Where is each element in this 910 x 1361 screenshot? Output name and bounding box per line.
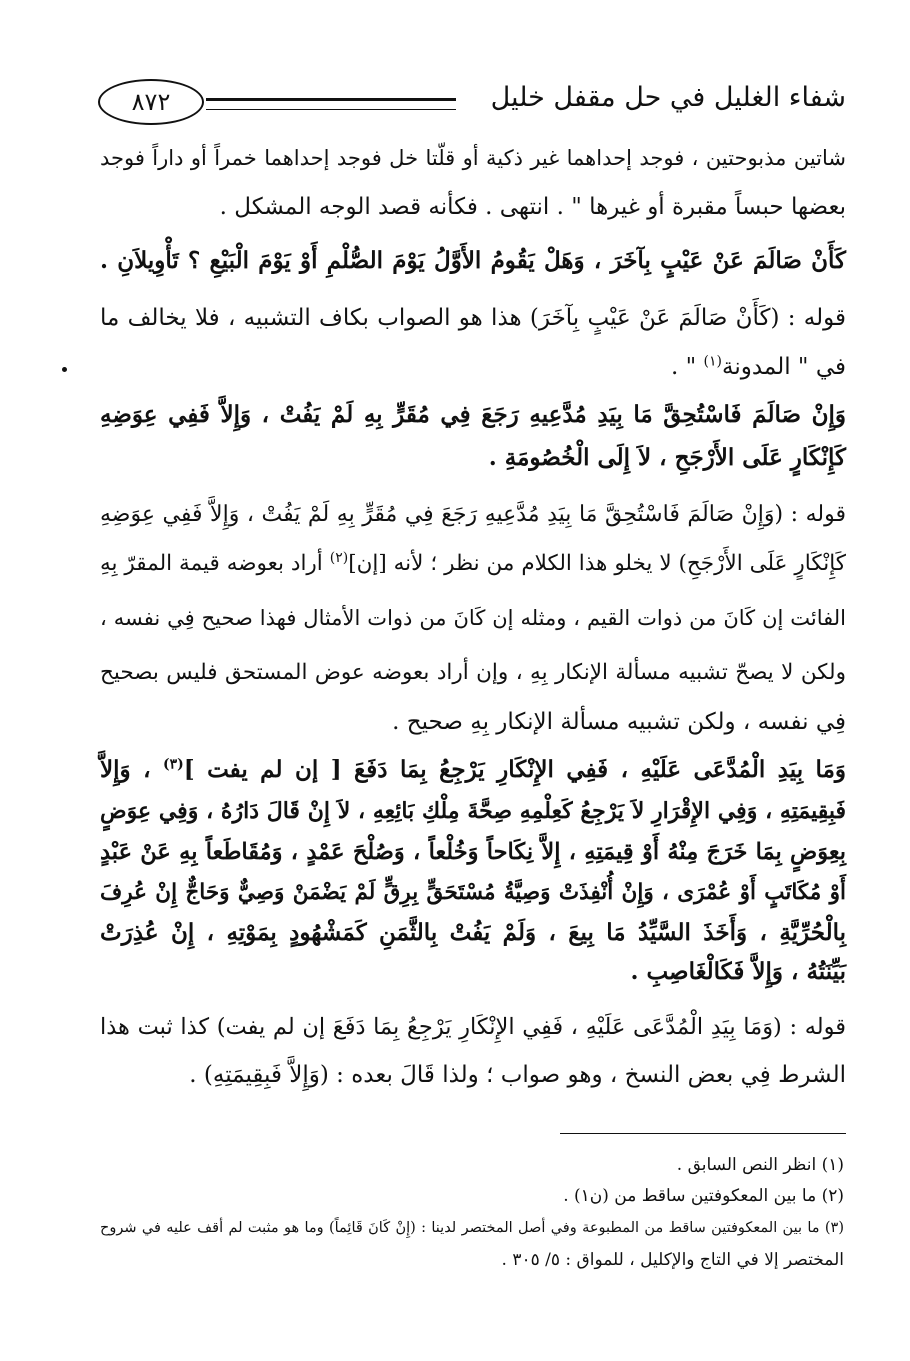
footnote-line: (١) انظر النص السابق .: [676, 1155, 844, 1175]
matn-line: بَيِّنَتُهُ ، وَإِلاَّ فَكَالْغَاصِبِ .: [630, 958, 846, 985]
text-segment: في " المدونة: [722, 354, 846, 380]
matn-line: بِالْحُرِّيَّةِ ، وَأَخَذَ السَّيِّدُ مَا بِيعَ ، وَلَمْ يَفُتْ بِالثَّمَنِ كَمَشْهُودٍ بِمَوْتِهِ ، إِنْ عُذِرَتْ: [100, 919, 846, 946]
header-rule: [206, 98, 456, 110]
footnote-line: (٢) ما بين المعكوفتين ساقط من (ن١) .: [563, 1186, 844, 1206]
text-line: قوله : (كَأَنْ صَالَمَ عَنْ عَيْبٍ بِآخَرَ) هذا هو الصواب بكاف التشبيه ، فلا يخالف ما: [100, 305, 846, 331]
text-segment: وَمَا بِيَدِ الْمُدَّعَى عَلَيْهِ ، فَفِي الإِنْكَارِ يَرْجِعُ بِمَا دَفَعَ [ إن لم يفت ]: [183, 756, 846, 783]
text-line: بعضها حبساً مقبرة أو غيرها " . انتهى . فكأنه قصد الوجه المشكل .: [219, 194, 846, 220]
text-segment: أراد بعوضه قيمة المقرّ بِهِ: [100, 551, 323, 576]
text-line: [100, 547, 846, 581]
matn-line: أَوْ مُكَاتَبٍ أَوْ عُمْرَى ، وَإِنْ أُنْفِذَتْ وَصِيَّةُ مُسْتَحَقٍّ بِرِقٍّ لَمْ يَضْمَنْ وَصِيٌّ وَحَاجٌّ إِنْ عُرِفَ: [100, 880, 846, 905]
text-line: الشرط فِي بعض النسخ ، وهو صواب ؛ ولذا قَالَ بعده : (وَإِلاَّ فَبِقِيمَتِهِ) .: [189, 1062, 846, 1088]
footnote-rule: [560, 1133, 846, 1134]
text-line: قوله : (وَمَا بِيَدِ الْمُدَّعَى عَلَيْهِ ، فَفِي الإِنْكَارِ يَرْجِعُ بِمَا دَفَعَ إن لم يفت) كذا ثبت هذا: [100, 1014, 846, 1040]
matn-line: كَإِنْكَارٍ عَلَى الأَرْجَحِ ، لاَ إِلَى الْخُصُومَةِ .: [488, 444, 846, 471]
footnote-line: المختصر إلا في التاج والإكليل ، للمواق : ٥/ ٣٠٥ .: [501, 1250, 844, 1270]
text-line: شاتين مذبوحتين ، فوجد إحداهما غير ذكية أو قلّتا خل فوجد إحداهما خمراً أو داراً فوجد: [100, 146, 846, 170]
text-segment: كَإِنْكَارٍ عَلَى الأَرْجَحِ) لا يخلو هذا الكلام من نظر ؛ لأنه [إن]: [348, 551, 846, 576]
matn-line: فَبِقِيمَتِهِ ، وَفِي الإِقْرَارِ لاَ يَرْجِعُ كَعِلْمِهِ صِحَّةَ مِلْكِ بَائِعِهِ ، لاَ إِنْ قَالَ دَارُهُ ، وَفِي عِوَضٍ: [100, 798, 846, 824]
text-line: ولكن لا يصحّ تشبيه مسألة الإنكار بِهِ ، وإن أراد بعوضه عوض المستحق فليس بصحيح: [100, 660, 846, 685]
matn-line: [100, 753, 846, 787]
running-header: [98, 76, 846, 128]
text-line: الفائت إن كَانَ من ذوات القيم ، ومثله إن كَانَ من ذوات الأمثال فهذا صحيح فِي نفسه ،: [100, 606, 846, 630]
footnote-ref: (١): [703, 353, 723, 370]
margin-dot: [62, 367, 67, 372]
matn-line: بِعِوَضٍ بِمَا خَرَجَ مِنْهُ أَوْ قِيمَتِهِ ، إِلاَّ نِكَاحاً وَخُلْعاً ، وَصُلْحَ عَمْدٍ ، وَمُقَاطَعاً بِهِ عَنْ عَبْدٍ: [100, 839, 846, 865]
text-line: فِي نفسه ، ولكن تشبيه مسألة الإنكار بِهِ صحيح .: [392, 709, 846, 735]
footnote-line: (٣) ما بين المعكوفتين ساقط من المطبوعة وفي أصل المختصر لدينا : (إِنْ كَانَ قَائِماً) وما هو مثبت لم أقف عليه في شروح: [100, 1220, 844, 1236]
page-number: ٨٧٢: [98, 79, 204, 125]
matn-line: كَأَنْ صَالَمَ عَنْ عَيْبٍ بِآخَرَ ، وَهَلْ يَقُومُ الأَوَّلُ يَوْمَ الصُّلْمِ أَوْ يَوْمَ الْبَيْعِ ؟ تَأْوِيلاَنِ .: [100, 247, 846, 274]
matn-line: وَإِنْ صَالَمَ فَاسْتُحِقَّ مَا بِيَدِ مُدَّعِيهِ رَجَعَ فِي مُقَرٍّ بِهِ لَمْ يَفُتْ ، وَإِلاَّ فَفِي عِوَضِهِ: [100, 401, 846, 428]
footnote-ref: (٢): [329, 549, 349, 566]
text-line: في " المدونة$^{(١)}$ " .: [671, 353, 846, 380]
text-line: قوله : (وَإِنْ صَالَمَ فَاسْتُحِقَّ مَا بِيَدِ مُدَّعِيهِ رَجَعَ فِي مُقَرٍّ بِهِ لَمْ يَفُتْ ، وَإِلاَّ فَفِي عِوَضِهِ: [100, 502, 846, 527]
book-title: شفاء الغليل في حل مقفل خليل: [490, 82, 846, 113]
text-segment: ، وَإِلاَّ: [100, 756, 151, 783]
footnote-ref: (٣): [162, 756, 184, 773]
